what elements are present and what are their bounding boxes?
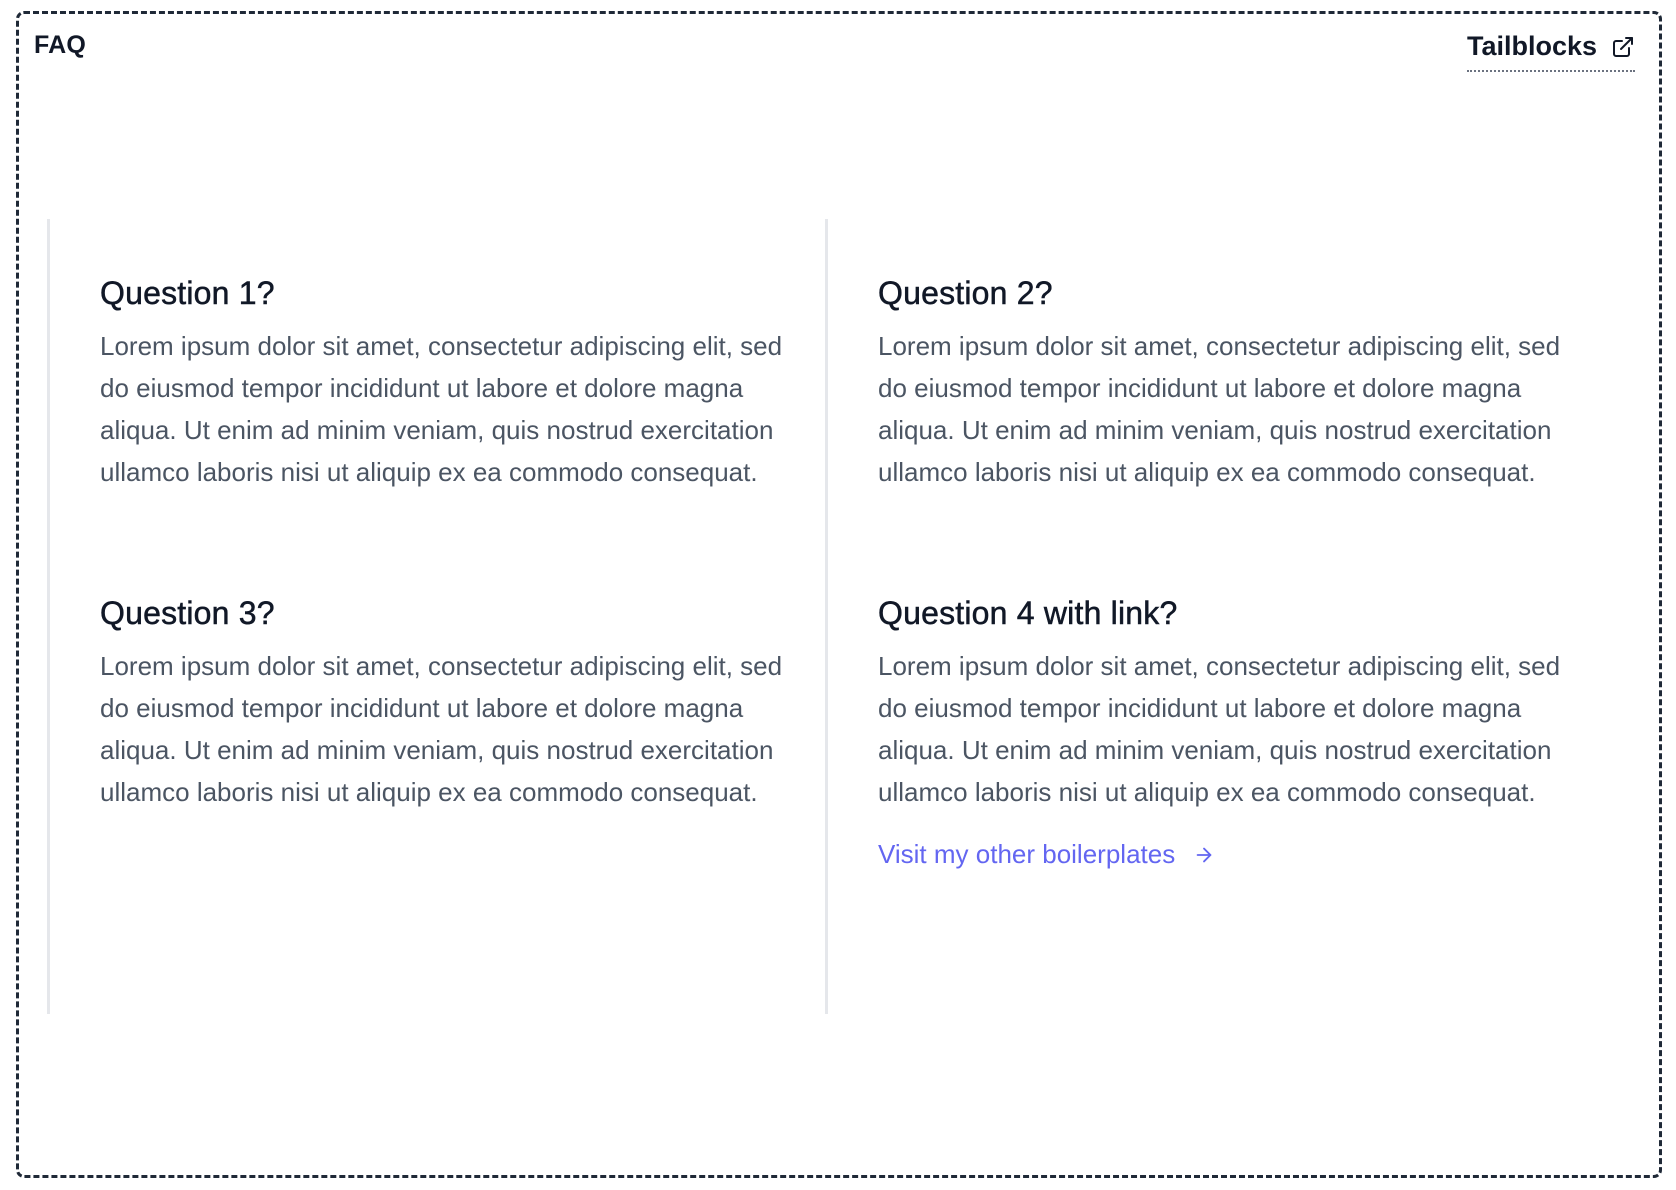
faq-item [100,593,785,813]
faq-item [100,273,785,493]
faq-item [878,593,1563,870]
faq-answer: Lorem ipsum dolor sit amet, consectetur adipiscing elit, sed do eiusmod tempor incididunt ut labore et dolore magna aliqua. Ut enim ad minim veniam, quis nostrud exercitation ullamco laboris nisi ut aliquip ex ea commodo consequat. [100,651,783,807]
frame-title: FAQ [34,31,86,59]
external-link-icon [1611,35,1635,59]
arrow-right-icon [1193,844,1215,866]
boilerplates-link[interactable] [878,839,1215,870]
faq-question: Question 3? [100,595,275,631]
tailblocks-link[interactable] [1467,31,1635,72]
faq-item [878,273,1563,493]
faq-answer: Lorem ipsum dolor sit amet, consectetur adipiscing elit, sed do eiusmod tempor incididunt ut labore et dolore magna aliqua. Ut enim ad minim veniam, quis nostrud exercitation ullamco laboris nisi ut aliquip ex ea commodo consequat. [878,331,1561,487]
faq-question: Question 2? [878,275,1053,311]
faq-question: Question 1? [100,275,275,311]
tailblocks-link-label: Tailblocks [1466,31,1597,61]
boilerplates-link-label: Visit my other boilerplates [878,839,1176,869]
faq-answer: Lorem ipsum dolor sit amet, consectetur adipiscing elit, sed do eiusmod tempor incididunt ut labore et dolore magna aliqua. Ut enim ad minim veniam, quis nostrud exercitation ullamco laboris nisi ut aliquip ex ea commodo consequat. [878,651,1561,807]
faq-answer: Lorem ipsum dolor sit amet, consectetur adipiscing elit, sed do eiusmod tempor incididunt ut labore et dolore magna aliqua. Ut enim ad minim veniam, quis nostrud exercitation ullamco laboris nisi ut aliquip ex ea commodo consequat. [100,331,783,487]
faq-question: Question 4 with link? [878,595,1178,631]
faq-section [47,219,1603,1014]
faq-column-left [47,219,825,1014]
faq-column-right [825,219,1603,1014]
